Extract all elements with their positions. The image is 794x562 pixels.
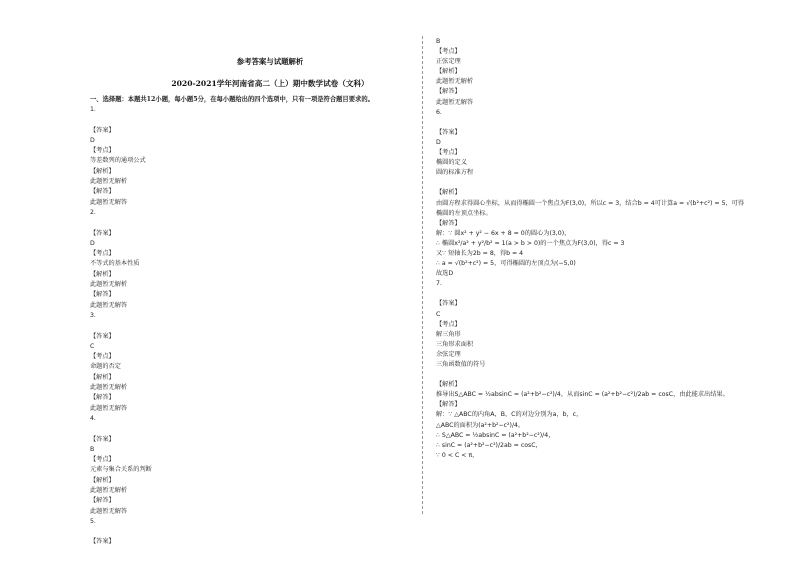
text-line: 【解析】 xyxy=(90,373,115,381)
text-line: 此题暂无解答 xyxy=(90,198,128,206)
text-line: 三角函数值的符号 xyxy=(436,361,486,368)
text-line: B xyxy=(436,38,441,45)
text-line: 圆的标准方程 xyxy=(436,169,474,177)
text-line: 【考点】 xyxy=(436,48,461,56)
text-line: 【解析】 xyxy=(90,476,115,484)
text-line: ∵ 0 < C < π， xyxy=(436,451,479,459)
text-line: 三角形求面积 xyxy=(436,340,474,348)
column-divider xyxy=(422,36,423,514)
text-line: 【解析】 xyxy=(436,189,461,197)
text-line: 【答案】 xyxy=(90,435,115,443)
text-line xyxy=(90,321,410,331)
text-line xyxy=(436,118,776,128)
text-line: 【解析】 xyxy=(436,381,461,389)
text-line: 由圆方程求得圆心坐标，从而得椭圆一个焦点为F(3,0)，所以c = 3，结合b = 4可计算a = √(b²+c²) = 5，可得 xyxy=(436,199,745,207)
text-line: 【解析】 xyxy=(90,167,115,175)
text-line: 【解答】 xyxy=(90,394,115,402)
text-line xyxy=(436,178,776,188)
text-line: 3. xyxy=(90,311,96,319)
text-line: 椭圆的左顶点坐标。 xyxy=(436,209,492,217)
text-line: 余弦定理 xyxy=(436,350,461,358)
text-line: 【考点】 xyxy=(90,456,115,464)
text-line: 正弦定理 xyxy=(436,58,461,66)
text-line: 【答案】 xyxy=(90,229,115,237)
text-line: 【考点】 xyxy=(436,149,461,157)
text-line: 解：∵ △ABC的内角A，B，C的对边分别为a，b，c， xyxy=(436,411,583,419)
text-line: 故选D xyxy=(436,270,454,278)
text-line: 此题暂无解答 xyxy=(90,301,128,309)
text-line: 此题暂无解答 xyxy=(90,507,128,515)
text-line: 7. xyxy=(436,280,442,288)
right-column xyxy=(436,37,776,461)
text-line: 【答案】 xyxy=(90,126,115,134)
document-subtitle: 2020-2021学年河南省高二（上）期中数学试卷（文科） xyxy=(171,79,369,88)
text-line: 又∵ 短轴长为2b = 8，得b = 4 xyxy=(436,249,524,257)
text-line: 此题暂无解析 xyxy=(90,384,128,392)
text-line: 【解答】 xyxy=(90,291,115,299)
text-line: D xyxy=(90,136,95,144)
text-line: ∴ 椭圆x²/a² + y²/b² = 1(a > b > 0)的一个焦点为F(3,0)，得c = 3 xyxy=(436,239,625,247)
text-line: 【答案】 xyxy=(436,128,461,136)
text-line: 元素与集合关系的判断 xyxy=(90,466,152,474)
text-line xyxy=(436,289,776,299)
text-line xyxy=(90,527,410,537)
section-heading: 一、选择题：本题共12小题，每小题5分，在每小题给出的四个选项中，只有一项是符合题目要求的。 xyxy=(90,96,374,103)
text-line: 【解答】 xyxy=(90,497,115,505)
text-line: 【解答】 xyxy=(436,401,461,409)
text-line: 此题暂无解析 xyxy=(90,178,128,186)
text-line: 等差数列的通项公式 xyxy=(90,157,146,165)
text-line: 解三角形 xyxy=(436,330,461,338)
text-line: 【解答】 xyxy=(436,88,461,96)
text-line: 不等式的基本性质 xyxy=(90,260,140,268)
text-line: ∴ sinC = (a²+b²−c²)/2ab = cosC， xyxy=(436,441,542,449)
text-line: 2. xyxy=(90,208,96,216)
text-line: 此题暂无解析 xyxy=(90,281,128,289)
document-title: 参考答案与试题解析 xyxy=(236,57,304,66)
text-line: 【答案】 xyxy=(90,332,115,340)
text-line xyxy=(436,370,776,380)
text-line: 【考点】 xyxy=(436,320,461,328)
text-line: ∴ S△ABC = ½absinC = (a²+b²−c²)/4， xyxy=(436,431,555,439)
text-line: 【解析】 xyxy=(436,68,461,76)
text-line: 【答案】 xyxy=(436,300,461,308)
text-line: 【解答】 xyxy=(436,219,461,227)
text-line: 命题的否定 xyxy=(90,363,121,371)
text-line: 4. xyxy=(90,414,96,422)
text-line: D xyxy=(436,138,441,146)
text-line: 【解析】 xyxy=(90,270,115,278)
text-line: 5. xyxy=(90,517,96,525)
text-line: 推导出S△ABC = ½absinC = (a²+b²−c²)/4，从而sinC = (a²+b²−c²)/2ab = cosC，由此能求出结果。 xyxy=(436,391,729,399)
text-line: 此题暂无解答 xyxy=(436,98,474,106)
text-line: 【考点】 xyxy=(90,353,115,361)
text-line: 1. xyxy=(90,106,96,113)
text-line: 解：∵ 圆x² + y² − 6x + 8 = 0的圆心为(3,0)， xyxy=(436,229,571,237)
text-line xyxy=(90,115,410,125)
left-column xyxy=(90,105,410,548)
text-line: 此题暂无解析 xyxy=(436,78,474,86)
text-line: 【考点】 xyxy=(90,147,115,155)
text-line: D xyxy=(90,239,95,247)
text-line: C xyxy=(436,310,441,318)
text-line: 【解答】 xyxy=(90,188,115,196)
text-line: 此题暂无解析 xyxy=(90,486,128,494)
text-line xyxy=(90,424,410,434)
text-line: C xyxy=(90,342,95,350)
text-line: △ABC的面积为(a²+b²−c²)/4， xyxy=(436,421,525,429)
text-line: 【考点】 xyxy=(90,250,115,258)
text-line: 【答案】 xyxy=(90,538,115,546)
text-line xyxy=(90,218,410,228)
text-line: 此题暂无解答 xyxy=(90,404,128,412)
text-line: ∴ a = √(b²+c²) = 5，可得椭圆的左顶点为(−5,0) xyxy=(436,260,576,268)
text-line: B xyxy=(90,445,95,453)
text-line: 椭圆的定义 xyxy=(436,159,467,167)
text-line: 6. xyxy=(436,108,442,116)
